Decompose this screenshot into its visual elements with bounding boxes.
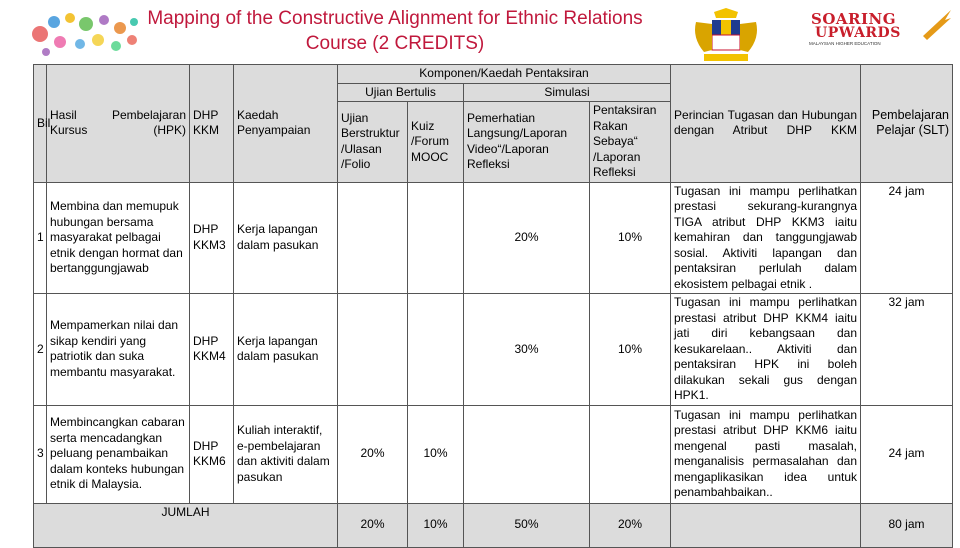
row-rakan [590,405,671,503]
brand-word-2: UPWARDS [815,25,901,41]
row-hpk: Mempamerkan nilai dan sikap kendiri yang patriotik dan suka membantu masyarakat. [47,294,190,406]
page-title: Mapping of the Constructive Alignment for Ethnic Relations Course (2 CREDITS) [147,8,643,54]
row-dhp: DHP KKM3 [190,182,234,294]
header-ujian-berstruktur: Ujian Berstruktur /Ulasan /Folio [338,102,408,183]
row-kuiz: 10% [408,405,464,503]
row-pemerhatian [464,405,590,503]
header-simulasi: Simulasi [464,83,671,102]
header-kuiz: Kuiz /Forum MOOC [408,102,464,183]
row-kuiz [408,294,464,406]
header-row-1 [34,65,953,84]
row-kuiz [408,182,464,294]
row-kaedah: Kerja lapangan dalam pasukan [234,182,338,294]
row-slt: 24 jam [861,182,953,294]
row-slt: 32 jam [861,294,953,406]
total-slt: 80 jam [861,503,953,547]
header-hpk: Hasil Pembelajaran Kursus (HPK) [47,65,190,183]
row-dhp: DHP KKM4 [190,294,234,406]
header-perincian: Perincian Tugasan dan Hubungan dengan Atribut DHP KKM [671,65,861,183]
row-ujian [338,182,408,294]
total-row [34,503,953,547]
total-kuiz: 10% [408,503,464,547]
row-pemerhatian: 30% [464,294,590,406]
header-bil: Bil [34,65,47,183]
total-label: JUMLAH [34,503,338,547]
row-ujian: 20% [338,405,408,503]
total-ujian: 20% [338,503,408,547]
row-rakan: 10% [590,182,671,294]
total-rakan: 20% [590,503,671,547]
coat-of-arms-logo [690,8,762,64]
header-dhp: DHP KKM [190,65,234,183]
row-dhp: DHP KKM6 [190,405,234,503]
brand-word-1: SOARING [811,10,897,28]
header-pemerhatian: Pemerhatian Langsung/Laporan Video“/Laporan Refleksi [464,102,590,183]
row-kaedah: Kerja lapangan dalam pasukan [234,294,338,406]
row-perincian: Tugasan ini mampu perlihatkan prestasi atribut DHP KKM4 iaitu jati diri kebangsaan dan kesukarelaan.. Aktiviti dan pentaksiran HPK ini boleh dilakukan sekali gus dengan HPK1. [671,294,861,406]
row-rakan: 10% [590,294,671,406]
row-kaedah: Kuliah interaktif, e-pembelajaran dan aktiviti dalam pasukan [234,405,338,503]
table-row [34,182,953,294]
row-hpk: Membincangkan cabaran serta mencadangkan peluang penambaikan dalam konteks hubungan etnik di Malaysia. [47,405,190,503]
row-perincian: Tugasan ini mampu perlihatkan prestasi atribut DHP KKM6 iaitu mengenal pasti masalah, menganalisis permasalahan dan mengaplikasikan idea untuk penambahbaikan.. [671,405,861,503]
course-logo [30,8,150,60]
row-hpk: Membina dan memupuk hubungan bersama masyarakat pelbagai etnik dengan hormat dan bertanggungjawab [47,182,190,294]
header-ujian-bertulis: Ujian Bertulis [338,83,464,102]
header-kaedah: Kaedah Penyampaian [234,65,338,183]
header-pentaksiran-rakan: Pentaksiran Rakan Sebaya“ /Laporan Refleksi [590,102,671,183]
row-slt: 24 jam [861,405,953,503]
row-bil: 2 [34,294,47,406]
row-bil: 3 [34,405,47,503]
row-bil: 1 [34,182,47,294]
row-perincian: Tugasan ini mampu perlihatkan prestasi sekurang-kurangnya TIGA atribut DHP KKM3 iaitu kemahiran dan tanggungjawab sosial. Aktiviti lapangan dan pentaksiran perlulah dalam ekosistem pelbagai etnik . [671,182,861,294]
total-perincian [671,503,861,547]
alignment-table [33,64,953,548]
table-row [34,294,953,406]
header-slt: Pembelajaran Pelajar (SLT) [861,65,953,183]
row-pemerhatian: 20% [464,182,590,294]
soaring-upwards-logo [805,6,953,50]
brand-subtitle: MALAYSIAN HIGHER EDUCATION [809,41,881,46]
total-pemerhatian: 50% [464,503,590,547]
row-ujian [338,294,408,406]
table-row [34,405,953,503]
header-komponen: Komponen/Kaedah Pentaksiran [338,65,671,84]
